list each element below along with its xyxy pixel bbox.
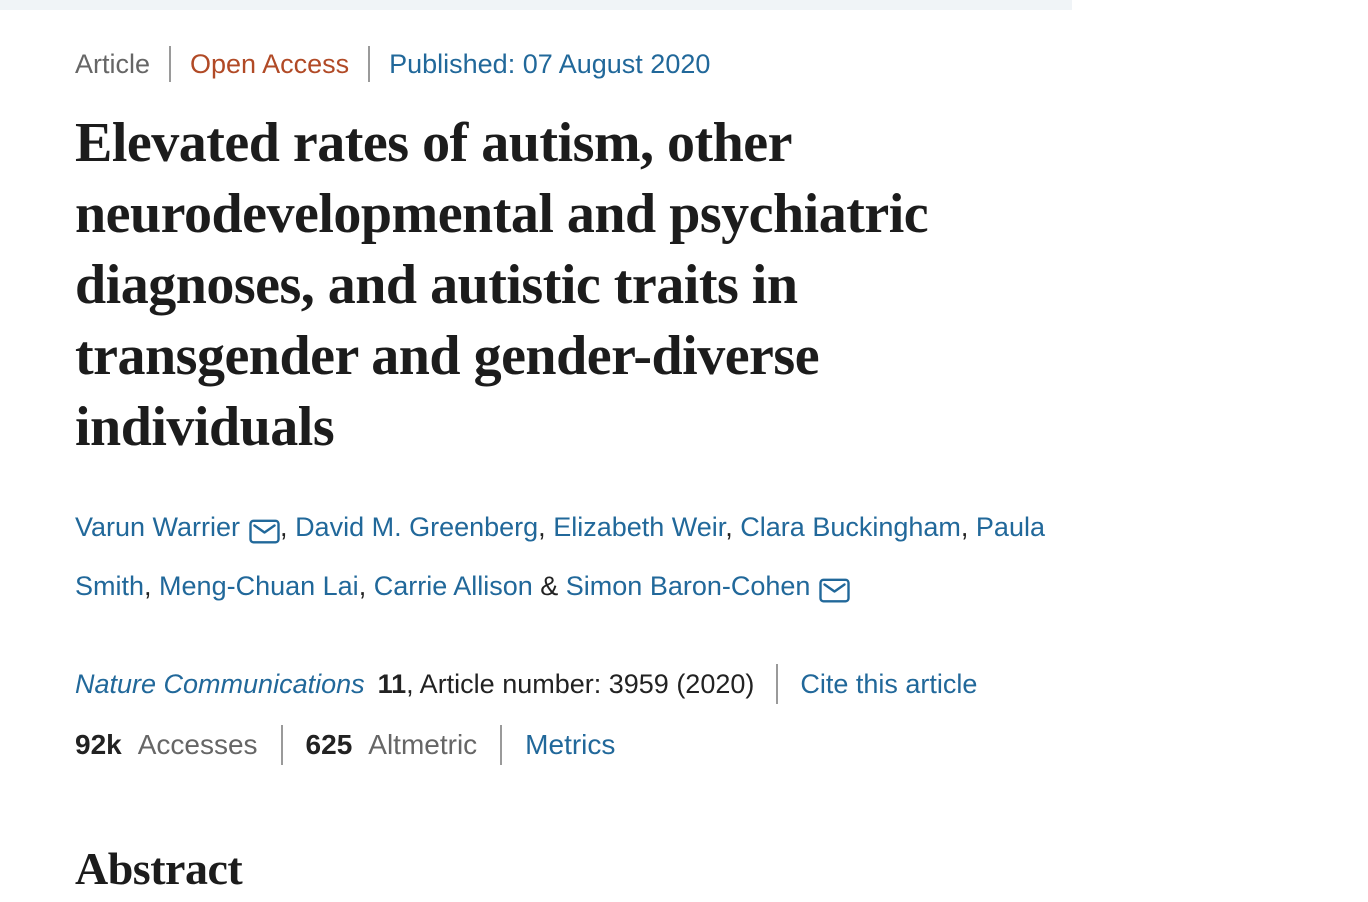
divider	[500, 725, 502, 765]
metrics-link[interactable]: Metrics	[525, 729, 616, 760]
author-link[interactable]: Meng-Chuan Lai	[159, 571, 359, 601]
title-line: diagnoses, and autistic traits in	[75, 254, 798, 316]
altmetric-label: Altmetric	[368, 729, 478, 760]
citation-line	[75, 663, 1368, 705]
cite-this-article-link[interactable]: Cite this article	[800, 668, 978, 699]
author-separator: ,	[280, 512, 296, 542]
author-link[interactable]: Clara Buckingham	[740, 512, 961, 542]
accesses-label: Accesses	[137, 729, 258, 760]
divider	[776, 664, 778, 704]
volume-number: 11	[377, 668, 407, 699]
article-meta-line	[75, 46, 1368, 82]
abstract-heading: Abstract	[75, 843, 243, 894]
altmetric-count: 625	[305, 729, 353, 760]
envelope-icon[interactable]	[819, 561, 850, 617]
title-line: neurodevelopmental and psychiatric	[75, 183, 929, 245]
journal-link[interactable]: Nature Communications	[75, 668, 365, 699]
metrics-line	[75, 724, 1368, 766]
article-number: , Article number: 3959 (2020)	[406, 668, 755, 699]
author-link[interactable]: Simon Baron-Cohen	[565, 571, 811, 601]
author-link[interactable]: Paula Smith	[75, 512, 1045, 601]
divider	[368, 46, 370, 82]
envelope-icon[interactable]	[249, 502, 280, 558]
article-type-label: Article	[75, 48, 151, 79]
title-line: individuals	[75, 396, 335, 458]
author-link[interactable]: David M. Greenberg	[295, 512, 539, 542]
title-line: transgender and gender-diverse	[75, 325, 820, 387]
author-separator: ,	[725, 512, 741, 542]
author-separator: ,	[358, 571, 374, 601]
author-link[interactable]: Varun Warrier	[75, 512, 241, 542]
accesses-count: 92k	[75, 729, 122, 760]
divider	[169, 46, 171, 82]
author-separator: &	[532, 571, 566, 601]
author-link[interactable]: Carrie Allison	[373, 571, 533, 601]
author-separator: ,	[144, 571, 160, 601]
open-access-label: Open Access	[190, 48, 350, 79]
article-title	[75, 108, 1315, 463]
top-strip	[0, 0, 1072, 10]
author-separator: ,	[960, 512, 976, 542]
title-line: Elevated rates of autism, other	[75, 112, 793, 174]
published-date: Published: 07 August 2020	[389, 48, 711, 79]
author-link[interactable]: Elizabeth Weir	[553, 512, 726, 542]
author-separator: ,	[538, 512, 554, 542]
divider	[281, 725, 283, 765]
author-list	[75, 499, 1105, 617]
